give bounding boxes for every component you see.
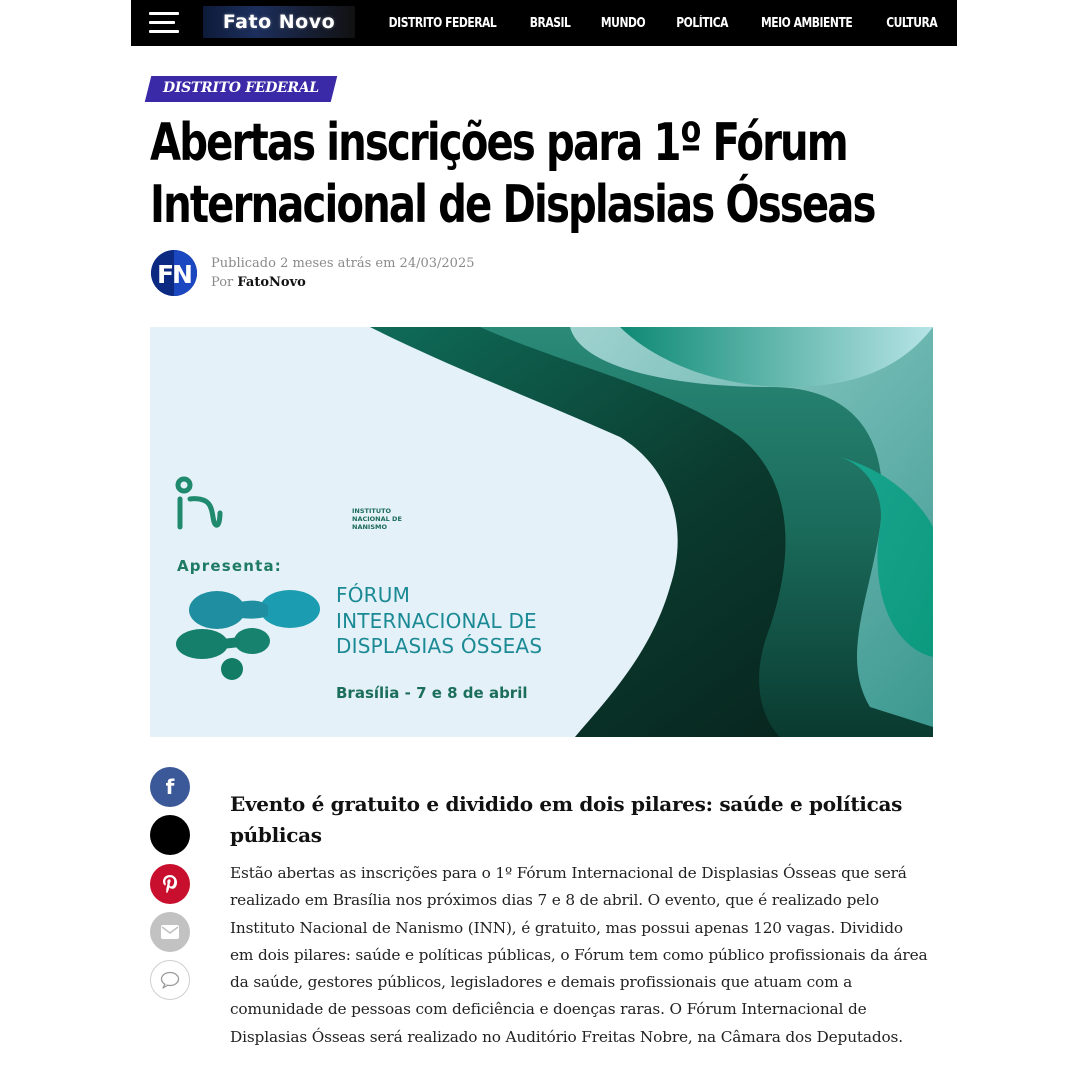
share-pinterest-button[interactable] xyxy=(150,864,190,904)
share-x-button[interactable] xyxy=(150,815,190,855)
main-nav xyxy=(384,0,939,46)
byline-prefix: Por xyxy=(211,275,234,290)
mail-icon xyxy=(161,925,179,939)
institute-name: INSTITUTO NACIONAL DE NANISMO xyxy=(352,507,402,531)
hero-background-waves xyxy=(150,327,933,737)
article-subheadline: Evento é gratuito e dividido em dois pilares: saúde e políticas públicas xyxy=(230,792,903,847)
comment-icon xyxy=(160,971,180,989)
avatar-initials: FN xyxy=(156,260,192,289)
site-logo[interactable] xyxy=(203,6,355,38)
nav-item-politica[interactable]: POLÍTICA xyxy=(676,15,729,31)
top-navbar xyxy=(131,0,957,46)
presents-label: Apresenta: xyxy=(177,557,282,575)
article-paragraph: Estão abertas as inscrições para o 1º Fórum Internacional de Displasias Ósseas que será realizado em Brasília nos próximos dias 7 e 8 de abril. O evento, que é realizado pelo Instituto Nacional de Nanismo (INN), é gratuito, mas possui apenas 120 vagas. Dividido em dois pilares: saúde e políticas públicas, o Fórum tem como público profissionais da área da saúde, gestores públicos, legisladores e demais profissionais que atuam com a comunidade de pessoas com deficiência e doenças raras. O Fórum Internacional de Displasias Ósseas será realizado no Auditório Freitas Nobre, na Câmara dos Deputados. xyxy=(230,864,928,1046)
author-name[interactable]: FatoNovo xyxy=(237,275,306,290)
forum-title: FÓRUM INTERNACIONAL DE DISPLASIAS ÓSSEAS xyxy=(336,583,543,658)
logo-word-fato: Fato xyxy=(222,11,272,33)
nav-item-distrito-federal[interactable]: DISTRITO FEDERAL xyxy=(388,15,497,31)
article-title xyxy=(150,112,875,236)
nav-item-meio-ambiente[interactable]: MEIO AMBIENTE xyxy=(761,15,853,31)
nav-item-brasil[interactable]: BRASIL xyxy=(529,15,571,31)
author-avatar[interactable] xyxy=(151,250,197,296)
nav-item-mundo[interactable]: MUNDO xyxy=(600,15,646,31)
menu-icon[interactable] xyxy=(149,12,181,34)
facebook-icon: f xyxy=(165,775,175,799)
hero-image xyxy=(150,327,933,737)
comment-button[interactable] xyxy=(150,960,190,1000)
category-label[interactable]: DISTRITO FEDERAL xyxy=(163,80,319,96)
article-title-text: Abertas inscrições para 1º Fórum Internacional de Displasias Ósseas xyxy=(150,113,875,235)
author-byline xyxy=(211,275,306,290)
nav-item-cultura[interactable]: CULTURA xyxy=(885,15,937,31)
published-date: Publicado 2 meses atrás em 24/03/2025 xyxy=(211,256,475,271)
forum-date-location: Brasília - 7 e 8 de abril xyxy=(336,684,528,702)
share-facebook-button[interactable] xyxy=(150,767,190,807)
logo-word-novo: Novo xyxy=(278,11,336,33)
fn-avatar-graphic xyxy=(151,250,197,296)
pinterest-icon xyxy=(161,874,179,894)
share-email-button[interactable] xyxy=(150,912,190,952)
